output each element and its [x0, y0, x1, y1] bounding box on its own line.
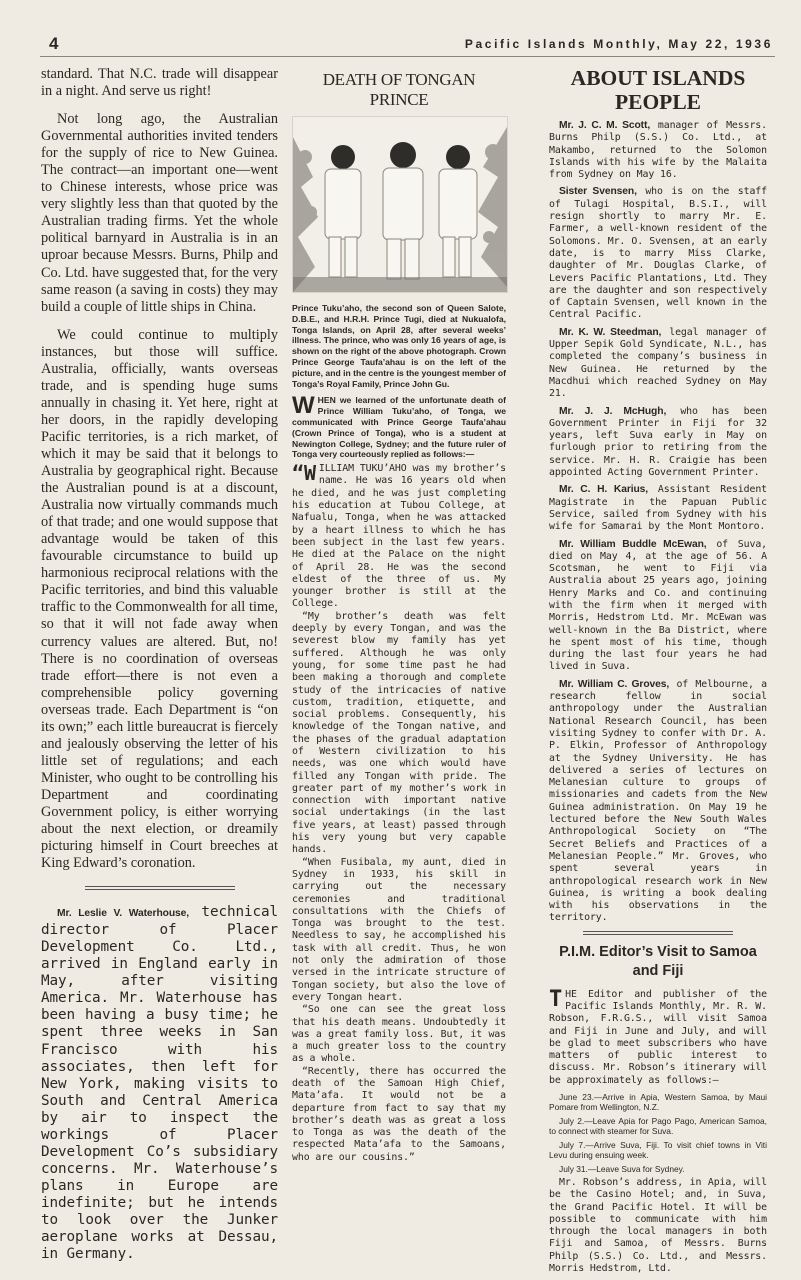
header-rule [40, 56, 775, 57]
visit-text: HE Editor and publisher of the Pacific Islands Monthly, Mr. R. W. Robson, F.R.G.S., will visit Samoa and Fiji in June and July, and will be glad to meet subscribers who have matters of public interest to discuss. Mr. Robson’s itinerary will be approximately as follows:— [549, 988, 767, 1086]
lead-text: HEN we learned of the unfortunate death of Prince William Tuku’aho, of Tonga, we communicated with Prince George Taufa’ahau (Crown Prince of Tonga), who is a student at Newington College, Sydney; and the future ruler of Tonga very courteously replied as follows:— [292, 395, 506, 460]
quote-paragraph: “When Fusibala, my aunt, died in Sydney in 1933, his skill in carrying out the necessary ceremonies and traditional consultations with the Chiefs of Tonga was brought to the test. Needless to say, he accomplished his task with all credit. Thus, he won not only the admiration of those versed in the intricate structure of Tongan society, but also the love of every Tongan heart. [292, 856, 506, 1003]
item-text: Assistant Resident Magistrate in the Papuan Public Service, sailed from Sydney with his wife for Samarai by the Mont Montoro. [549, 484, 768, 533]
quote-paragraph [292, 463, 506, 611]
editorial-paragraph: Not long ago, the Australian Governmental authorities invited tenders for the supply of rice to New Guinea. The contract—an important one—went to Chinese interests, whose price was very slightly less than that quoted by the Australian trading firms. Yet the whole political barnyard in Australia is in an uproar because Messrs. Burns, Philp and Co. Ltd. have suggested that, for the very same reason (a saving in costs) they may build a couple of little ships in China. [41, 111, 278, 315]
section-divider [583, 931, 733, 935]
item-text: who is on the staff of Tulagi Hospital, B.S.I., will resign shortly to marry Mr. E. Farmer, a well-known resident of the Solomons. Mr. O. Svensen, at an early date, is to marry Miss Clarke, daughter of Mr. Douglas Clarke, of Levers Pacific Plantations, Ltd. They are the daughter and son respectively of Captain Svensen, well known in the Central Pacific. [549, 186, 767, 321]
item-text: of Suva, died on May 4, at the age of 56. A Scotsman, he went to Fiji via Australia about 25 years ago, joining Henry Marks and Co. and continuing with the firm when it merged with Morris, Hedstrom Ltd. Mr. McEwan was well-known in the Ba District, where he spent most of his time, though during the last four years he had lived in Suva. [549, 538, 768, 673]
people-item [549, 539, 767, 674]
person-name: Mr. J. C. M. Scott, [559, 120, 651, 131]
section-divider [85, 886, 235, 890]
itinerary-item: July 31.—Leave Suva for Sydney. [559, 1163, 685, 1174]
itinerary-item: June 23.—Arrive in Apia, Western Samoa, by Maui Pomare from Wellington, N.Z. [549, 1092, 767, 1113]
person-name: Mr. Leslie V. Waterhouse, [57, 908, 190, 920]
waterhouse-note [41, 904, 278, 1263]
royal-family-photo [292, 116, 508, 293]
note-text: technical director of Placer Development Co. Ltd., arrived in England early in May, after visiting America. Mr. Waterhouse has been having a busy time; he spent three weeks in San Francisco with his associates, then left for New York, making visits to South and Central America by air to inspect the workings of Placer Development Co’s subsidiary concerns. Mr. Waterhouse’s plans in Europe are indefinite; but he intends to look over the Junker aeroplane works at Dessau, in Germany. [41, 904, 279, 1263]
page-number: 4 [49, 34, 59, 53]
people-item [549, 120, 767, 181]
quote-paragraph: “My brother’s death was felt deeply by every Tongan, and was the severest blow my family has yet suffered. Although he was only young, for some time past he had been making a thorough and complete study of the intricacies of native custom, tradition, etiquette, and social problems. Consequently, his knowledge of the Tongan native, and the phases of the gradual adaptation of Western civilization to his needs, was one which would have filled any Tongan with pride. The greater part of my mother’s work in connection with important native social undertakings (in the last five years, at least) passed through his very young but very capable hands. [292, 610, 506, 856]
person-name: Mr. C. H. Karius, [559, 484, 649, 496]
quote-paragraph: “So one can see the great loss that his death means. Undoubtedly it was a great family loss. But, it was a much greater loss to the country as a whole. [292, 1004, 506, 1065]
people-item [549, 327, 767, 401]
person-name: Sister Svensen, [559, 186, 637, 198]
item-text: of Melbourne, a research fellow in social anthropology under the Australian National Research Council, has been visiting Sydney to confer with Dr. A. P. Elkin, Professor of Anthropology at the Sydney University. He has delivered a series of lectures on Melanesian culture to groups of missionaries and cadets from the New Guinea administration. On May 19 he lectured before the New South Wales Anthropological Society on “The Secret Beliefs and Practices of a Melanesian People.” Mr. Groves, who spent several years in anthropological research work in New Guinea, is writing a book dealing with his observations in the territory. [549, 678, 768, 924]
quote-paragraph: “Recently, there has occurred the death of the Samoan High Chief, Mata’afa. It would not be a departure from fact to say that my brother’s death was as great a loss to Tonga as was the death of the respected Mata’afa to the Samoans, who are our cousins.” [292, 1065, 506, 1163]
people-item [549, 679, 767, 925]
section-heading: ABOUT ISLANDS PEOPLE [570, 66, 746, 114]
person-name: Mr. J. J. McHugh, [559, 405, 667, 417]
person-name: Mr. William C. Groves, [559, 678, 670, 690]
visit-heading: P.I.M. Editor’s Visit to Samoa and Fiji [559, 943, 757, 979]
person-name: Mr. K. W. Steedman, [559, 326, 662, 338]
drop-cap: W [292, 392, 315, 420]
editorial-column [41, 66, 278, 1263]
photo-image [293, 117, 507, 292]
visit-closing: Mr. Robson’s address, in Apia, will be the Casino Hotel; and, in Suva, the Grand Pacific Hotel. It will be possible to communicate with him through the local managers in both Fiji and Samoa, of Messrs. Burns Philp (S.S.) Co. Ltd., and Messrs. Morris Hedstrom, Ltd. [549, 1176, 767, 1274]
people-item [549, 484, 767, 533]
photo-caption: Prince Tuku’aho, the second son of Queen Salote, D.B.E., and H.R.H. Prince Tugi, died at Nukualofa, Tonga Islands, on April 28, after several weeks’ illness. The prince, who was only 16 years of age, is shown on the right of the above photograph. Crown Prince George Taufa’ahau is on the left of the picture, and in the centre is the youngest member of Tonga’s Royal Family, Prince John Gu. [292, 303, 506, 389]
article-lead [292, 392, 506, 460]
running-header: Pacific Islands Monthly, May 22, 1936 [464, 37, 773, 51]
people-item [549, 186, 767, 321]
item-text: manager of Messrs. Burns Philp (S.S.) Co. Ltd., at Makambo, returned to the Solomon Islands with his wife by the Malaita from Sydney on May 16. [549, 120, 767, 181]
visit-lead [549, 986, 767, 1087]
quote-text: ILLIAM TUKU’AHO was my brother’s name. He was 16 years old when he died, and he was just completing his education at Tubou College, at Nafualu, Tonga, when he was attacked by a heart illness to which he has been subject in the last few years. He died at the Palace on the night of April 28. He was the second eldest of the three of us. My younger brother is still at the College. [292, 463, 506, 610]
drop-cap: T [549, 986, 563, 1012]
tongan-prince-article [292, 66, 506, 1164]
itinerary-item: July 7.—Arrive Suva, Fiji. To visit chief towns in Viti Levu during ensuing week. [549, 1139, 767, 1161]
person-name: Mr. William Buddle McEwan, [559, 538, 707, 550]
editorial-paragraph: We could continue to multiply instances, but those will suffice. Australia, officially, wants overseas trade, and is spending huge sums annually in chasing it. Yet here, right at her doors, in the rapidly developing Pacific territories, is a rich market, of which it may be said that it belongs to Australia by geographical right. Because the Australian pound is at a discount, Australia now virtually commands much of that trade; and one would suppose that advantage would be taken of this favourable circumstance to build up harmonious reciprocal relations with the Pacific territories, and bind this valuable traffic to the Commonwealth for all time, so that it will not fade away when currency values are altered. But, no! There is no coordination of overseas trade effort—there is not even a comprehensible policy governing overseas trade. Each Department is “on its own;” each little bureaucrat is fiercely and jealously observing the letter of his little set of regulations; and each Minister, who ought to be controlling his Department and coordinating Government policy, is either worrying about the next election, or dreamily picturing himself in Court breeches at King Edward’s coronation. [41, 326, 278, 872]
drop-cap: “W [292, 461, 316, 486]
item-text: legal manager of Upper Sepik Gold Syndicate, N.L., has completed the company’s business in New Guinea. He returned by the Macdhui which reached Sydney on May 21. [549, 326, 767, 400]
article-heading: DEATH OF TONGAN PRINCE [322, 70, 476, 109]
item-text: who has been Government Printer in Fiji for 32 years, left Suva early in May on furlough prior to retiring from the service. Mr. H. R. Craigie has been appointed Acting Government Printer. [549, 405, 767, 479]
itinerary-item: July 2.—Leave Apia for Pago Pago, American Samoa, to connect with steamer for Suva. [549, 1115, 767, 1137]
islands-people-column [549, 66, 767, 1280]
people-item [549, 406, 767, 480]
editorial-paragraph: standard. That N.C. trade will disappear in a night. And serve us right! [41, 66, 278, 100]
